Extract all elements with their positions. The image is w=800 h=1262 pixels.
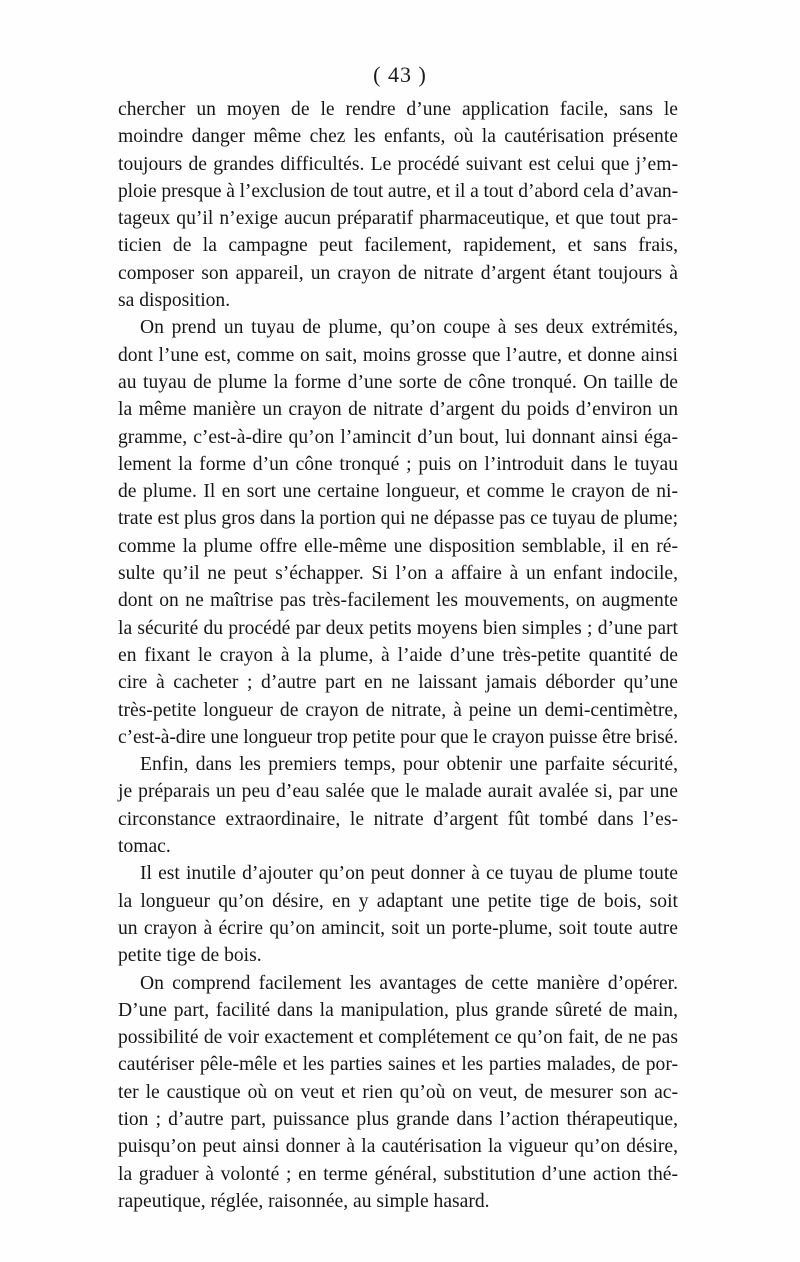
text-line: possibilité de voir exactement et complétement ce qu’on fait, de ne pas [118, 1027, 678, 1049]
body-text [118, 96, 678, 1215]
text-line: tion ; d’autre part, puissance plus grande dans l’action thérapeutique, [118, 1108, 678, 1130]
text-line: sulte qu’il ne peut s’échapper. Si l’on a affaire à un enfant indocile, [118, 563, 678, 585]
text-line: moindre danger même chez les enfants, où la cautérisation présente [118, 126, 678, 148]
paragraph [118, 970, 678, 1216]
text-line: puisqu’on peut ainsi donner à la cautérisation la vigueur qu’on désire, [118, 1136, 678, 1158]
text-line: comme la plume offre elle-même une disposition semblable, il en ré- [118, 535, 678, 557]
text-line: en fixant le crayon à la plume, à l’aide d’une très-petite quantité de [118, 644, 678, 666]
text-line: composer son appareil, un crayon de nitrate d’argent étant toujours à [118, 262, 678, 284]
paragraph [118, 860, 678, 969]
paragraph [118, 314, 678, 751]
text-line: trate est plus gros dans la portion qui ne dépasse pas ce tuyau de plume; [118, 508, 679, 530]
text-line: sa disposition. [118, 290, 231, 312]
paragraph [118, 751, 678, 860]
text-line: D’une part, facilité dans la manipulation, plus grande sûreté de main, [118, 999, 678, 1021]
text-line: Il est inutile d’ajouter qu’on peut donner à ce tuyau de plume toute [140, 863, 678, 885]
text-line: rapeutique, réglée, raisonnée, au simple hasard. [118, 1190, 490, 1212]
text-line: ploie presque à l’exclusion de tout autre, et il a tout d’abord cela d’avan- [118, 180, 678, 202]
text-line: On comprend facilement les avantages de cette manière d’opérer. [140, 972, 678, 994]
text-line: cautériser pêle-mêle et les parties saines et les parties malades, de por- [118, 1054, 678, 1076]
text-line: tomac. [118, 836, 171, 858]
text-line: circonstance extraordinaire, le nitrate d’argent fût tombé dans l’es- [118, 808, 678, 830]
text-line: On prend un tuyau de plume, qu’on coupe à ses deux extrémités, [140, 317, 678, 339]
text-line: dont l’une est, comme on sait, moins grosse que l’autre, et donne ainsi [118, 344, 678, 366]
text-line: toujours de grandes difficultés. Le procédé suivant est celui que j’em- [118, 153, 678, 175]
text-line: ter le caustique où on veut et rien qu’où on veut, de mesurer son ac- [118, 1081, 678, 1103]
text-line: chercher un moyen de le rendre d’une application facile, sans le [118, 99, 678, 120]
text-line: un crayon à écrire qu’on amincit, soit un porte-plume, soit toute autre [118, 917, 678, 939]
text-line: c’est-à-dire une longueur trop petite pour que le crayon puisse être brisé. [118, 726, 679, 748]
text-line: de plume. Il en sort une certaine longueur, et comme le crayon de ni- [118, 481, 678, 503]
text-line: au tuyau de plume la forme d’une sorte de cône tronqué. On taille de [118, 371, 678, 393]
text-line: ticien de la campagne peut facilement, rapidement, et sans frais, [118, 235, 678, 257]
text-line: Enfin, dans les premiers temps, pour obtenir une parfaite sécurité, [140, 754, 678, 776]
text-line: la graduer à volonté ; en terme général, substitution d’une action thé- [118, 1163, 678, 1185]
text-line: tageux qu’il n’exige aucun préparatif pharmaceutique, et que tout pra- [118, 208, 678, 230]
page-number: ( 43 ) [373, 62, 427, 87]
paragraph [118, 96, 678, 314]
text-line: je préparais un peu d’eau salée que le malade aurait avalée si, par une [118, 781, 678, 803]
text-line: la sécurité du procédé par deux petits moyens bien simples ; d’une part [118, 617, 678, 639]
text-line: dont on ne maîtrise pas très-facilement les mouvements, on augmente [118, 590, 678, 612]
text-line: petite tige de bois. [118, 945, 262, 967]
text-line: la longueur qu’on désire, en y adaptant une petite tige de bois, soit [118, 890, 678, 912]
text-line: gramme, c’est-à-dire qu’on l’amincit d’un bout, lui donnant ainsi éga- [118, 426, 678, 448]
text-line: la même manière un crayon de nitrate d’argent du poids d’environ un [118, 399, 678, 421]
text-line: très-petite longueur de crayon de nitrate, à peine un demi-centimètre, [118, 699, 678, 721]
text-line: cire à cacheter ; d’autre part en ne laissant jamais déborder qu’une [118, 672, 678, 694]
text-line: lement la forme d’un cône tronqué ; puis on l’introduit dans le tuyau [118, 453, 678, 475]
